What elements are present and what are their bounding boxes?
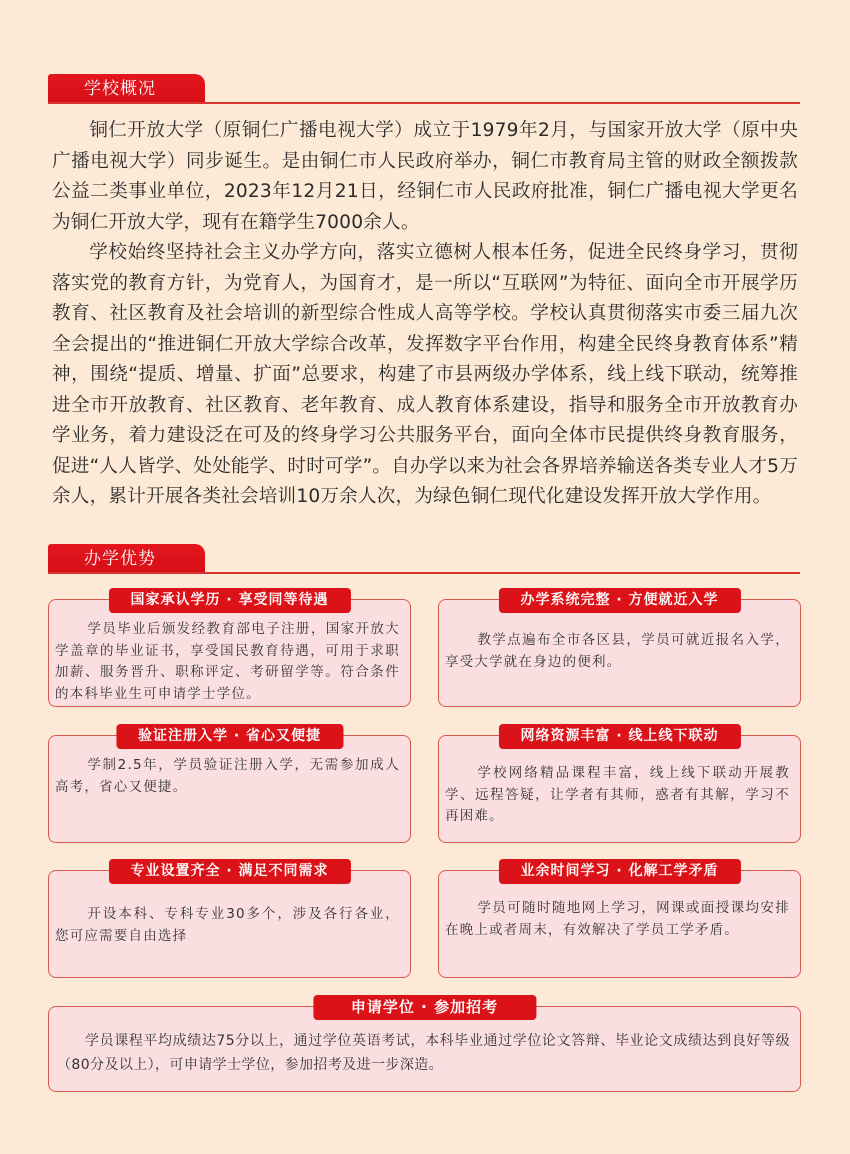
advantage-card-text: 学校网络精品课程丰富，线上线下联动开展教学、远程答疑，让学者有其师，惑者有其解，学习不再困难。 — [445, 765, 790, 824]
advantage-card-recognized-degree — [48, 592, 411, 707]
overview-paragraph-2: 学校始终坚持社会主义办学方向，落实立德树人根本任务，促进全民终身学习，贯彻落实党的教育方针，为党育人，为国育才，是一所以“互联网”为特征、面向全市开展学历教育、社区教育及社会培训的新型综合性成人高等学校。学校认真贯彻落实市委三届九次全会提出的“推进铜仁开放大学综合改革，发挥数字平台作用，构建全民终身教育体系”精神，围绕“提质、增量、扩面”总要求，构建了市县两级办学体系，线上线下联动，统筹推进全市开放教育、社区教育、老年教育、成人教育体系建设，指导和服务全市开放教育办学业务，着力建设泛在可及的终身学习公共服务平台，面向全体市民提供终身教育服务，促进“人人皆学、处处能学、时时可学”。自办学以来为社会各界培养输送各类专业人才5万余人，累计开展各类社会培训10万余人次，为绿色铜仁现代化建设发挥开放大学作用。 — [52, 242, 798, 507]
advantage-card-label: 申请学位 · 参加招考 — [313, 995, 536, 1020]
overview-text — [52, 116, 798, 513]
section-title-overview: 学校概况 — [48, 74, 205, 104]
overview-paragraph-1: 铜仁开放大学（原铜仁广播电视大学）成立于1979年2月，与国家开放大学（原中央广播电视大学）同步诞生。是由铜仁市人民政府举办，铜仁市教育局主管的财政全额拨款公益二类事业单位，2023年12月21日，经铜仁市人民政府批准，铜仁广播电视大学更名为铜仁开放大学，现有在籍学生7000余人。 — [52, 120, 798, 233]
advantage-card-label: 业余时间学习 · 化解工学矛盾 — [498, 859, 740, 884]
advantage-card-text: 教学点遍布全市各区县，学员可就近报名入学，享受大学就在身边的便利。 — [445, 632, 790, 670]
advantage-card-online-resources — [438, 728, 801, 843]
section-title-advantages: 办学优势 — [48, 544, 205, 574]
advantage-card-label: 专业设置齐全 · 满足不同需求 — [108, 859, 350, 884]
section-header-overview — [48, 74, 800, 104]
advantage-card-text: 学员毕业后颁发经教育部电子注册，国家开放大学盖章的毕业证书，享受国民教育待遇，可用于求职加薪、服务晋升、职称评定、考研留学等。符合条件的本科毕业生可申请学士学位。 — [55, 621, 400, 702]
advantage-card-label: 网络资源丰富 · 线上线下联动 — [498, 724, 740, 749]
advantage-card-degree-application — [48, 998, 801, 1092]
advantage-card-registration — [48, 728, 411, 843]
advantage-card-label: 验证注册入学 · 省心又便捷 — [116, 724, 343, 749]
advantage-card-text: 学员可随时随地网上学习，网课或面授课均安排在晚上或者周末，有效解决了学员工学矛盾。 — [445, 900, 790, 938]
section-header-advantages — [48, 544, 800, 574]
advantage-card-spare-time — [438, 863, 801, 978]
section-divider — [48, 572, 800, 574]
advantage-card-label: 办学系统完整 · 方便就近入学 — [498, 588, 740, 613]
advantage-card-label: 国家承认学历 · 享受同等待遇 — [108, 588, 350, 613]
section-divider — [48, 102, 800, 104]
advantage-card-text: 开设本科、专科专业30多个，涉及各行各业，您可应需要自由选择 — [55, 906, 400, 944]
advantage-card-text: 学制2.5年，学员验证注册入学，无需参加成人高考，省心又便捷。 — [55, 757, 400, 795]
advantage-card-complete-system — [438, 592, 801, 707]
advantage-card-majors — [48, 863, 411, 978]
advantage-card-text: 学员课程平均成绩达75分以上，通过学位英语考试，本科毕业通过学位论文答辩、毕业论文成绩达到良好等级（80分及以上），可申请学士学位，参加招考及进一步深造。 — [57, 1033, 790, 1073]
